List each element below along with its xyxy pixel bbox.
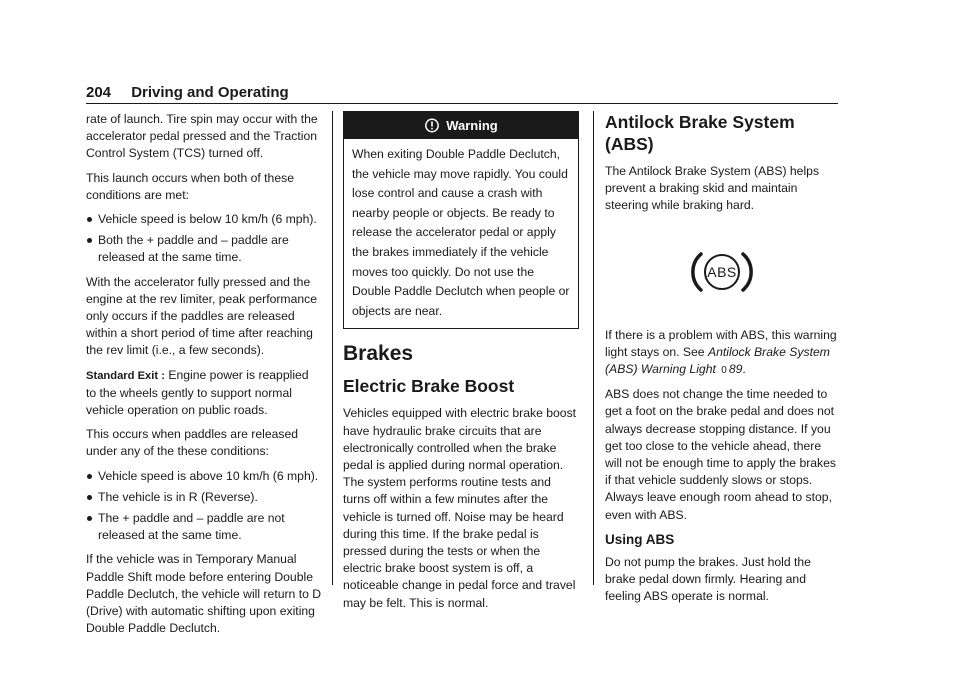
warning-title: Warning [446, 117, 498, 133]
subheading-abs: Antilock Brake System (ABS) [605, 112, 795, 154]
list-item: Both the + paddle and – paddle are released at the same time. [86, 232, 322, 266]
column-divider-1 [332, 111, 333, 585]
column-divider-2 [593, 111, 594, 585]
column-1 [86, 111, 322, 644]
paragraph: If the vehicle was in Temporary Manual Paddle Shift mode before entering Double Paddle Declutch, the vehicle will return to D (Drive) with automatic shifting upon exiting Double Paddle Declutch. [86, 552, 322, 636]
paragraph [605, 327, 839, 380]
page-number: 204 [86, 84, 112, 101]
bullet-list [86, 468, 322, 545]
subheading-electric-brake-boost: Electric Brake Boost [343, 376, 515, 397]
warning-text: When exiting Double Paddle Declutch, the vehicle may move rapidly. You could lose control and cause a crash with nearby people or objects. Be ready to release the accelerator pedal or apply the brakes immediately if the vehicle moves too quickly. Do not use the Double Paddle Declutch when people or objects are near. [352, 147, 570, 318]
paragraph: ABS does not change the time needed to get a foot on the brake pedal and does not always decrease stopping distance. If you get too close to the vehicle ahead, there will not be enough time to apply the brakes if that vehicle suddenly slows or stops. Always leave enough room ahead to stop, even with ABS. [605, 387, 837, 522]
list-item: Vehicle speed is above 10 km/h (6 mph). [86, 468, 322, 485]
list-item: The + paddle and – paddle are not released at the same time. [86, 510, 322, 544]
column-2 [343, 111, 579, 619]
section-heading-brakes: Brakes [343, 342, 414, 366]
page-header [86, 84, 838, 101]
warning-box [343, 111, 579, 329]
paragraph: The Antilock Brake System (ABS) helps prevent a braking skid and maintain steering while braking hard. [605, 164, 820, 213]
paragraph: This launch occurs when both of these conditions are met: [86, 170, 294, 202]
paragraph: This occurs when paddles are released under any of the these conditions: [86, 427, 299, 459]
paragraph: rate of launch. Tire spin may occur with the accelerator pedal pressed and the Traction Control System (TCS) turned off. [86, 112, 318, 161]
paragraph-end: . [742, 362, 746, 377]
subheading-using-abs: Using ABS [605, 531, 675, 547]
warning-header [344, 112, 578, 139]
paragraph-text: If there is a problem with ABS, this warning light stays on. See [605, 327, 837, 359]
paragraph: Vehicles equipped with electric brake boost have hydraulic brake circuits that are electronically controlled when the brake pedal is applied during normal operation. The system performs routine tests and turns off within a few minutes after the vehicle is turned off. Noise may be heard during this time. If the brake pedal is pressed during the tests or when the electric brake boost system is off, a noticeable change in pedal force and travel may be felt. This is normal. [343, 406, 577, 610]
paragraph: Do not pump the brakes. Just hold the brake pedal down firmly. Hearing and feeling ABS operate is normal. [605, 554, 811, 604]
bullet-list [86, 211, 322, 267]
page-reference-icon: 0 [721, 365, 727, 377]
abs-symbol-text: ABS [707, 263, 737, 280]
column-3 [605, 111, 839, 612]
warning-icon [424, 118, 440, 133]
list-item: Vehicle speed is below 10 km/h (6 mph). [86, 211, 322, 228]
list-item: The vehicle is in R (Reverse). [86, 489, 322, 506]
section-title: Driving and Operating [131, 84, 289, 101]
cross-reference-title: Antilock Brake System (ABS) Warning Light [605, 344, 830, 377]
paragraph: With the accelerator fully pressed and the engine at the rev limiter, peak performance only occurs if the paddles are released within a short period of time after reaching the rev limit (i.e., a few seconds). [86, 274, 318, 358]
standard-exit-text: Engine power is reapplied to the wheels gently to support normal vehicle operation on public roads. [86, 367, 309, 418]
abs-warning-light-icon [690, 247, 754, 297]
standard-exit-label: Standard Exit : [86, 369, 165, 382]
cross-reference-page: 89 [728, 362, 743, 377]
header-divider [86, 103, 838, 104]
paragraph [86, 367, 322, 420]
